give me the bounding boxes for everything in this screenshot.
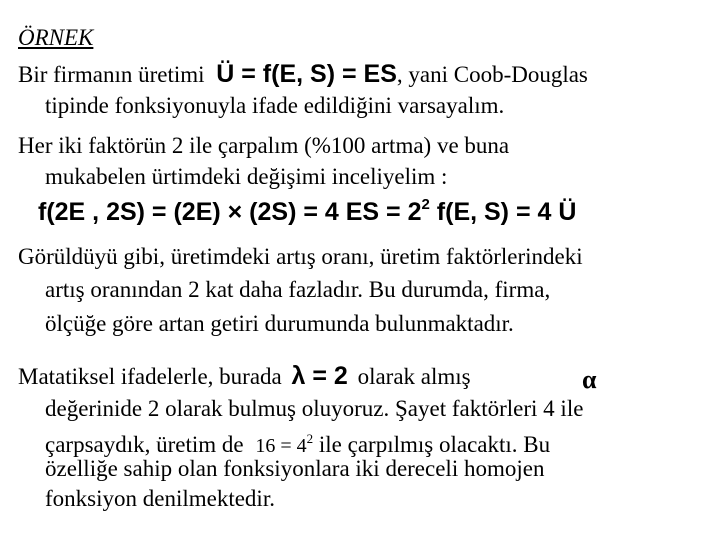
- alpha-symbol: α: [582, 365, 597, 394]
- production-formula: Ü = f(E, S) = ES: [216, 60, 397, 88]
- scaling-equation: [38, 196, 576, 227]
- equation-exponent: 2: [421, 196, 430, 213]
- p1-line1: [18, 61, 588, 88]
- p1-line1-text: Bir firmanın üretimi: [18, 62, 205, 87]
- sixteen-formula-base: 16 = 4: [255, 435, 307, 457]
- p3-line3: ölçüğe göre artan getiri durumunda bulunmaktadır.: [45, 311, 514, 336]
- p2-line1: Her iki faktörün 2 ile çarpalım (%100 artma) ve buna: [18, 133, 510, 158]
- sixteen-formula-exponent: 2: [306, 431, 314, 446]
- p4-line1-text: Matatiksel ifadelerle, burada: [18, 364, 282, 389]
- p4-line1-text-end: olarak almış: [357, 364, 471, 389]
- p4-line2: değerinide 2 olarak bulmuş oluyoruz. Şayet faktörleri 4 ile: [45, 396, 584, 421]
- p1-line2: tipinde fonksiyonuyla ifade edildiğini varsayalım.: [45, 93, 505, 118]
- p1-line1-text-end: , yani Coob-Douglas: [396, 62, 588, 87]
- p4-line5: fonksiyon denilmektedir.: [45, 486, 275, 511]
- p3-line2: artış oranından 2 kat daha fazladır. Bu durumda, firma,: [45, 277, 551, 302]
- p3-line1: Görüldüyü gibi, üretimdeki artış oranı, üretim faktörlerindeki: [18, 244, 583, 269]
- p4-line3-text: çarpsaydık, üretim de: [45, 432, 244, 457]
- lambda-formula: λ = 2: [291, 362, 348, 390]
- sixteen-formula: [255, 431, 314, 457]
- p4-line4: özelliğe sahip olan fonksiyonlara iki dereceli homojen: [45, 456, 545, 481]
- p2-line2: mukabelen ürtimdeki değişimi inceliyelim :: [45, 164, 448, 189]
- example-title: ÖRNEK: [18, 25, 94, 50]
- p4-line1: [18, 363, 471, 390]
- p4-line3-text-end: ile çarpılmış olacaktı. Bu: [318, 432, 551, 457]
- equation-left: f(2E , 2S) = (2E) × (2S) = 4 ES = 2: [38, 198, 422, 226]
- equation-right: f(E, S) = 4 Ü: [429, 198, 577, 226]
